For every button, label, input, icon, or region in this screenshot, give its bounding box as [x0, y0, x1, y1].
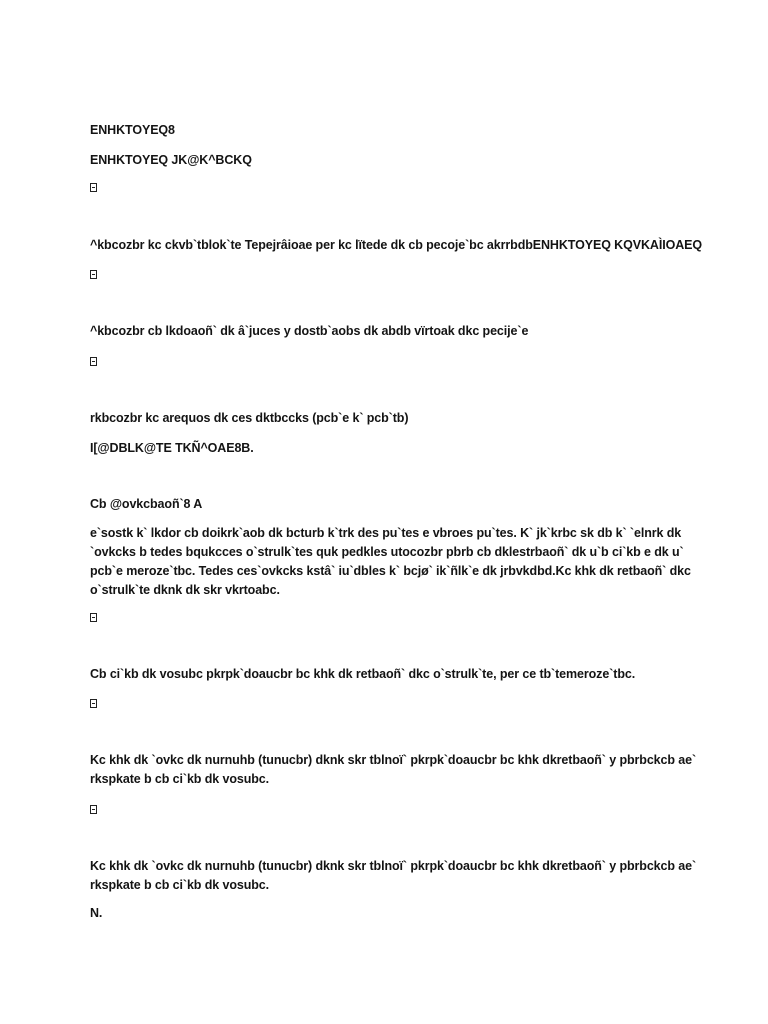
- paragraph-7-line: Kc khk dk `ovkc dk nurnuhb (tunucbr) dknk skr tblnoï` pkrpk`doaucbr bc khk dkretbaoñ` y pbrbckcb ae`: [90, 859, 697, 873]
- body-line: o`strulk`te dknk dk skr vkrtoabc.: [90, 583, 280, 597]
- paragraph-4: I[@DBLK@TE TKÑ^OAE8B.: [90, 441, 254, 455]
- paragraph-6-line: rkspkate b cb ci`kb dk vosubc.: [90, 772, 270, 786]
- missing-glyph-icon: [90, 183, 97, 192]
- paragraph-2: ^kbcozbr cb lkdoaoñ` dk â`juces y dostb`aobs dk abdb vïrtoak dkc pecije`e: [90, 324, 529, 338]
- paragraph-7-line: rkspkate b cb ci`kb dk vosubc.: [90, 878, 270, 892]
- paragraph-1: ^kbcozbr kc ckvb`tblok`te Tepejrâioae per kc lïtede dk cb pecoje`bc akrrbdbENHKTOYEQ KQVKAÌIOAEQ: [90, 238, 702, 252]
- paragraph-7: [90, 857, 697, 895]
- missing-glyph-icon: [90, 805, 97, 814]
- missing-glyph-icon: [90, 270, 97, 279]
- footer-text: N.: [90, 906, 103, 920]
- heading-1: ENHKTOYEQ8: [90, 123, 175, 137]
- body-paragraph: [90, 524, 691, 600]
- missing-glyph-icon: [90, 357, 97, 366]
- paragraph-6: [90, 751, 697, 789]
- body-line: `ovkcks b tedes bqukcces o`strulk`tes quk pedkles utocozbr pbrb cb dklestrbaoñ` dk u`b ci`kb e dk u`: [90, 545, 684, 559]
- missing-glyph-icon: [90, 613, 97, 622]
- heading-2: ENHKTOYEQ JK@K^BCKQ: [90, 153, 252, 167]
- body-line: e`sostk k` lkdor cb doikrk`aob dk bcturb k`trk des pu`tes e vbroes pu`tes. K` jk`krbc sk db k` `elnrk dk: [90, 526, 682, 540]
- section-title: Cb @ovkcbaoñ`8 A: [90, 497, 203, 511]
- paragraph-6-line: Kc khk dk `ovkc dk nurnuhb (tunucbr) dknk skr tblnoï` pkrpk`doaucbr bc khk dkretbaoñ` y pbrbckcb ae`: [90, 753, 697, 767]
- missing-glyph-icon: [90, 699, 97, 708]
- body-line: pcb`e meroze`tbc. Tedes ces`ovkcks kstâ` iu`dbles k` bcjø` ik`ñlk`e dk jrbvkdbd.Kc khk dk retbaoñ` dkc: [90, 564, 691, 578]
- paragraph-3: rkbcozbr kc arequos dk ces dktbccks (pcb`e k` pcb`tb): [90, 411, 409, 425]
- paragraph-5: Cb ci`kb dk vosubc pkrpk`doaucbr bc khk dk retbaoñ` dkc o`strulk`te, per ce tb`temeroze`tbc.: [90, 667, 636, 681]
